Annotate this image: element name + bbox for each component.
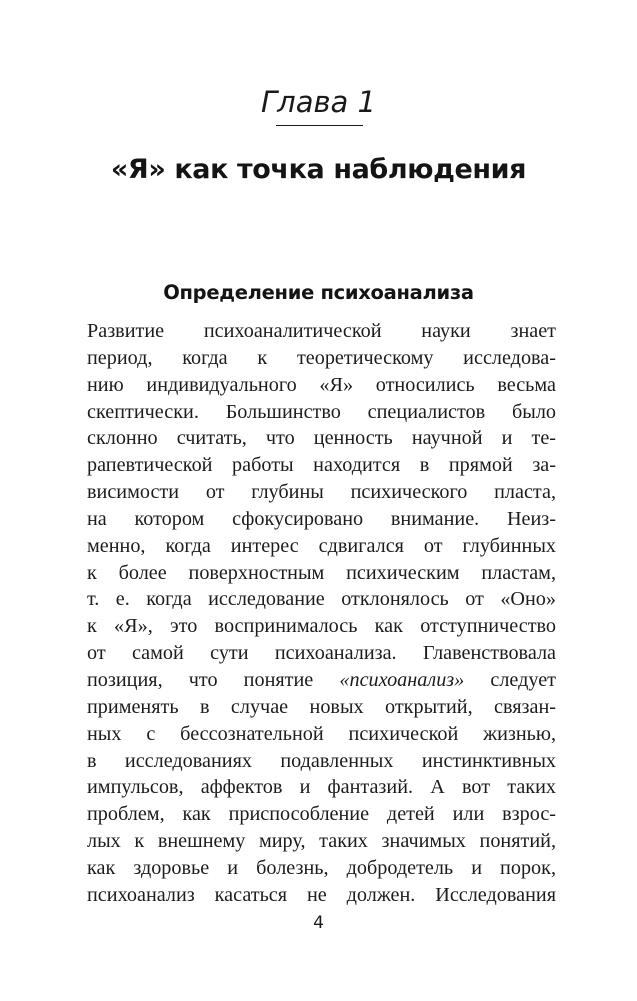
text-line: импульсов, аффектов и фантазий. А вот таких <box>87 776 556 799</box>
text-line: лых к внешнему миру, таких значимых понятий, <box>87 830 556 853</box>
text-line: период, когда к теоретическому исследова- <box>87 346 556 369</box>
text-line: менно, когда интерес сдвигался от глубинных <box>87 534 556 557</box>
text-line: психоанализ касаться не должен. Исследования <box>87 883 556 906</box>
text-line: к более поверхностным психическим пластам, <box>87 561 556 584</box>
chapter-title: «Я» как точка наблюдения <box>110 154 527 185</box>
text-line: скептически. Большинство специалистов было <box>87 400 556 423</box>
text-line: нию индивидуального «Я» относились весьма <box>87 373 556 396</box>
text-line: ных с бессознательной психической жизнью, <box>87 722 556 745</box>
page-number: 4 <box>313 913 324 933</box>
text-line: применять в случае новых открытий, связан- <box>87 695 556 718</box>
text-line: на котором сфокусировано внимание. Неиз- <box>87 507 556 530</box>
chapter-label: Глава 1 <box>261 85 376 119</box>
text-line: склонно считать, что ценность научной и те- <box>87 427 556 450</box>
text-segment: следует <box>464 668 557 691</box>
text-line: в исследованиях подавленных инстинктивных <box>87 749 556 772</box>
text-line-with-italic <box>87 667 556 694</box>
text-line: как здоровье и болезнь, добродетель и порок, <box>87 856 556 879</box>
text-line: висимости от глубины психического пласта, <box>87 481 556 504</box>
section-title: Определение психоанализа <box>163 281 474 304</box>
text-line: т. е. когда исследование отклонялось от «Оно» <box>87 588 556 611</box>
text-segment: позиция, что понятие <box>87 668 340 691</box>
italic-term: «психоанализ» <box>339 668 465 691</box>
body-paragraph <box>87 318 556 909</box>
text-line: Развитие психоаналитической науки знает <box>87 320 556 342</box>
chapter-underline <box>276 125 363 126</box>
text-line: от самой сути психоанализа. Главенствовала <box>87 642 556 665</box>
text-line: рапевтической работы находится в прямой за- <box>87 454 556 477</box>
text-line: проблем, как приспособление детей или взрос- <box>87 803 556 826</box>
text-line: к «Я», это воспринималось как отступничество <box>87 615 556 638</box>
